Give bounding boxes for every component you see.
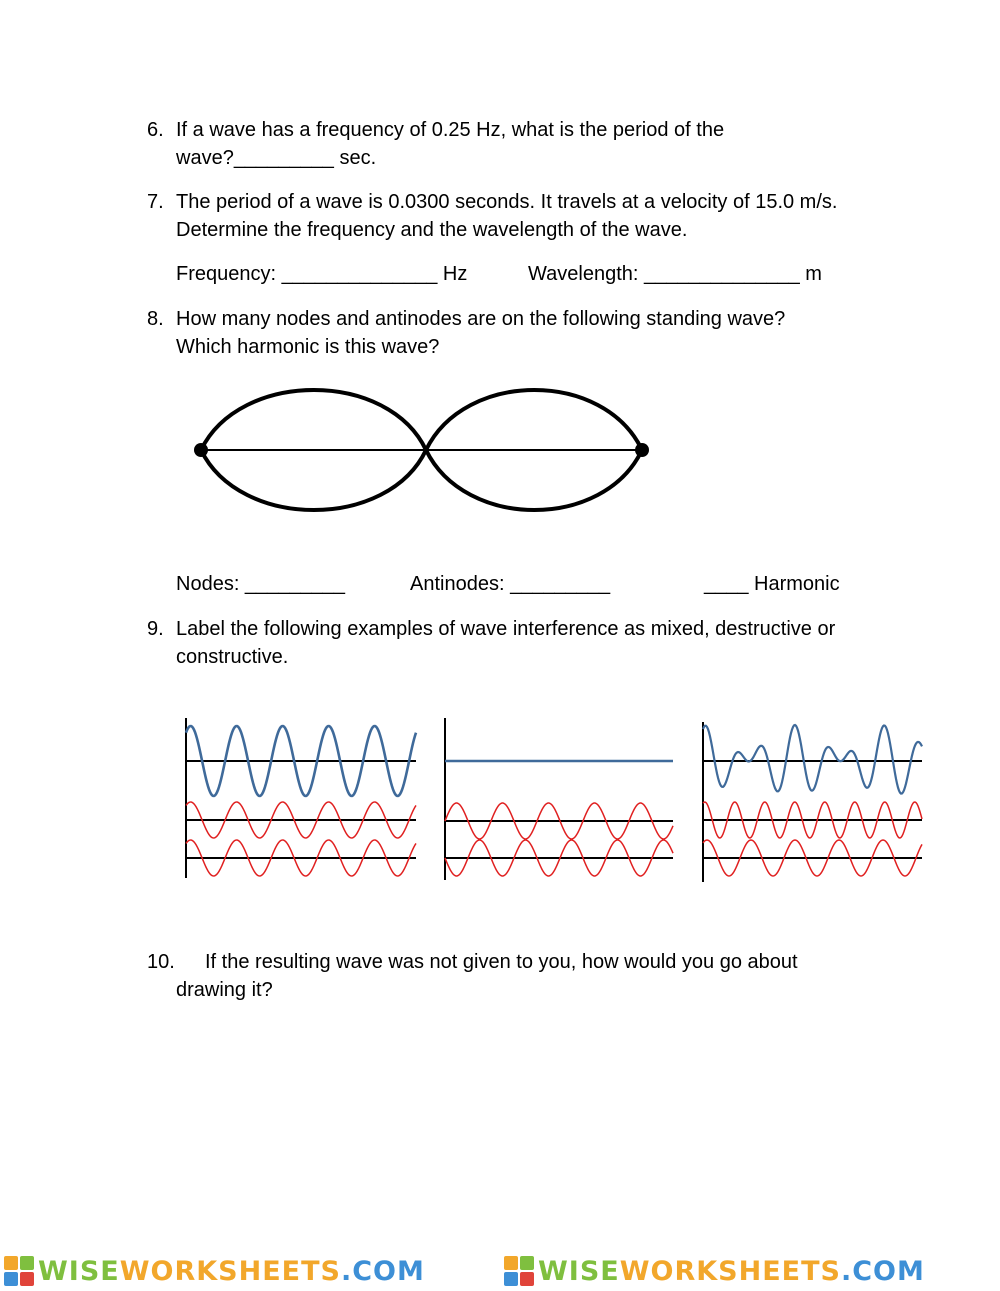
component-wave-2	[703, 840, 922, 876]
component-wave-2	[186, 840, 416, 876]
question-text-line1: The period of a wave is 0.0300 seconds. It travels at a velocity of 15.0 m/s.	[176, 191, 838, 213]
component-wave-1	[186, 802, 416, 838]
antinodes-answer-field[interactable]: Antinodes: _________	[410, 573, 611, 595]
question-number: 9.	[147, 618, 164, 640]
watermark-logo-icon	[4, 1256, 34, 1286]
interference-panel-3	[703, 722, 922, 882]
standing-wave-loop-1-upper	[201, 390, 426, 450]
harmonic-answer-field[interactable]: ____ Harmonic	[704, 573, 840, 595]
component-wave-1	[703, 802, 922, 838]
interference-panel-2	[445, 718, 673, 880]
question-text-line2: wave?_________ sec.	[176, 147, 377, 169]
standing-wave-loop-2-upper	[426, 390, 642, 450]
frequency-answer-field[interactable]: Frequency: ______________ Hz	[176, 263, 468, 285]
interference-panel-1	[186, 718, 416, 878]
question-number: 6.	[147, 119, 164, 141]
question-number: 10.	[147, 951, 175, 973]
question-7	[147, 188, 967, 248]
question-text-line2: Which harmonic is this wave?	[176, 336, 440, 358]
question-text-line1: If a wave has a frequency of 0.25 Hz, what is the period of the	[176, 119, 725, 141]
question-text-line1: How many nodes and antinodes are on the following standing wave?	[176, 308, 786, 330]
question-number: 8.	[147, 308, 164, 330]
question-text-line1: If the resulting wave was not given to you, how would you go about	[205, 951, 798, 973]
resultant-wave	[703, 725, 922, 794]
question-text-line1: Label the following examples of wave interference as mixed, destructive or	[176, 618, 836, 640]
component-wave-2	[445, 840, 673, 876]
resultant-wave	[186, 726, 416, 796]
question-10	[147, 948, 967, 1008]
question-number: 7.	[147, 191, 164, 213]
question-text-line2: drawing it?	[176, 979, 273, 1001]
question-6	[147, 116, 947, 176]
watermark-logo-icon	[504, 1256, 534, 1286]
nodes-answer-field[interactable]: Nodes: _________	[176, 573, 346, 595]
watermark-text: WISEWORKSHEETS.COM	[538, 1255, 925, 1287]
question-text-line2: Determine the frequency and the wavelength of the wave.	[176, 219, 688, 241]
watermark-2	[504, 1254, 925, 1288]
fixed-end-left	[194, 443, 208, 457]
question-8	[147, 305, 967, 365]
watermark-text: WISEWORKSHEETS.COM	[38, 1255, 425, 1287]
footer-watermark	[0, 1250, 1000, 1291]
fixed-end-right	[635, 443, 649, 457]
watermark-1	[4, 1254, 425, 1288]
component-wave-1	[445, 803, 673, 839]
standing-wave-loop-1-lower	[201, 450, 426, 510]
question-9	[147, 615, 967, 675]
standing-wave-loop-2-lower	[426, 450, 642, 510]
wavelength-answer-field[interactable]: Wavelength: ______________ m	[528, 263, 822, 285]
question-text-line2: constructive.	[176, 646, 289, 668]
